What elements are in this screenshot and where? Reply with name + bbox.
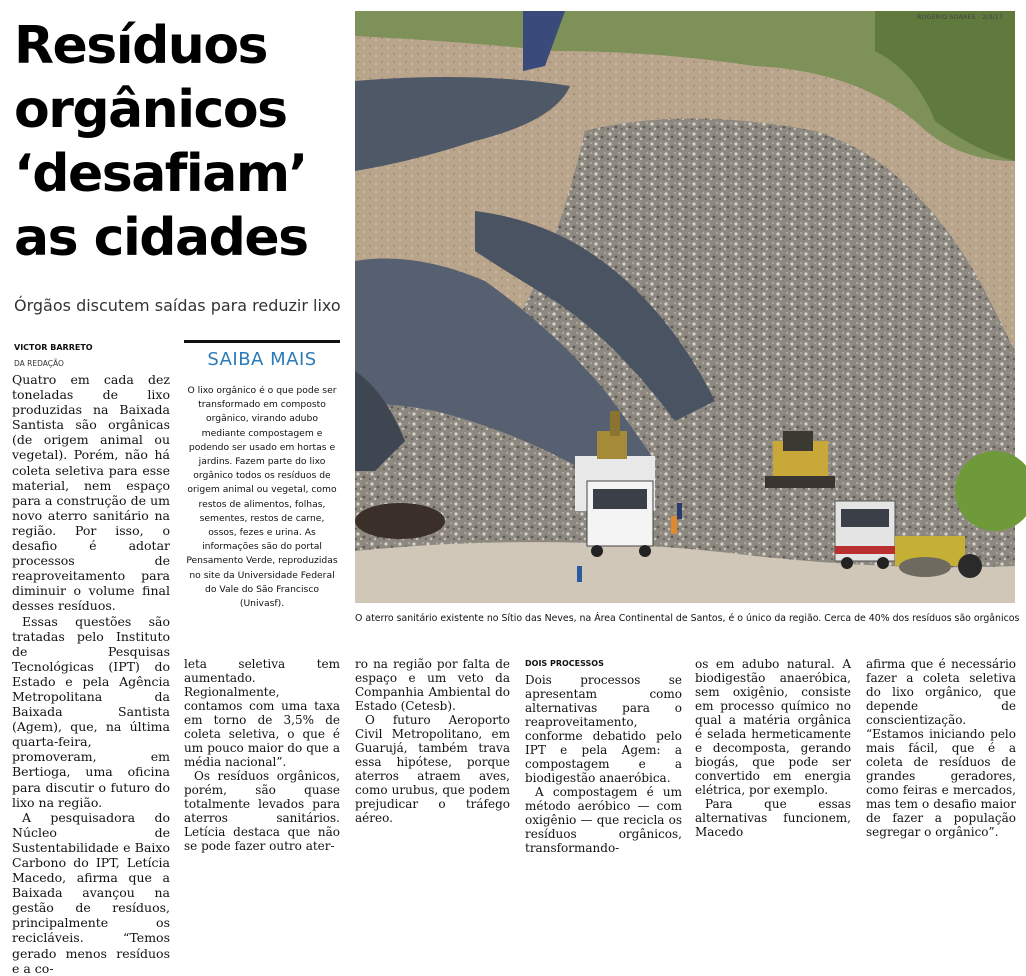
landfill-illustration [355, 11, 1015, 603]
article-column-5 [695, 657, 851, 839]
saiba-mais-box [184, 340, 340, 630]
article-column-6 [866, 657, 1016, 839]
dark-pile [355, 503, 445, 539]
headline-line-4: as cidades [14, 208, 308, 268]
paragraph: Os resíduos orgânicos, porém, são quase totalmente levados para aterros sanitários. Letícia destaca que não se pode fazer outro ater- [184, 769, 340, 853]
garbage-truck [575, 456, 655, 557]
worker [677, 503, 682, 519]
paragraph: afirma que é necessário fazer a coleta seletiva do lixo orgânico, que depende de conscientização. “Estamos iniciando pelo mais fácil, que é a coleta de resíduos de grandes geradores, como feiras e mercados, mas tem o desafio maior de fazer a população segregar o orgânico”. [866, 657, 1016, 839]
article-headline [14, 14, 344, 270]
paragraph: A compostagem é um método aeróbico — com oxigênio — que recicla os resíduos orgânicos, transformando- [525, 785, 682, 855]
headline-line-2: orgânicos [14, 80, 287, 140]
article-column-1 [12, 372, 170, 976]
paragraph: os em adubo natural. A biodigestão anaeróbica, sem oxigênio, consiste em processo químico no qual a matéria orgânica é selada hermeticamente e decomposta, gerando biogás, que pode ser convertido em energia elétrica, por exemplo. [695, 657, 851, 797]
paragraph: O futuro Aeroporto Civil Metropolitano, em Guarujá, também trava essa hipótese, porque aterros atraem aves, como urubus, que podem prejudicar o tráfego aéreo. [355, 713, 510, 825]
article-subtitle: Órgãos discutem saídas para reduzir lixo [14, 296, 341, 315]
headline-line-3: ‘desafiam’ [14, 144, 307, 204]
dump-truck [835, 501, 895, 569]
worker [671, 516, 677, 534]
saiba-mais-text: O lixo orgânico é o que pode ser transformado em composto orgânico, virando adubo mediante compostagem e podendo ser usado em hortas e jardins. Fazem parte do lixo orgânico todos os resíduos de origem animal ou vegetal, como restos de alimentos, folhas, sementes, restos de carne, ossos, fezes e urina. As informações são do portal Pensamento Verde, reproduzidas no site da Universidade Federal do Vale do São Francisco (Univasf). [186, 385, 338, 610]
landfill-photo [355, 11, 1015, 603]
paragraph: Para que essas alternativas funcionem, Macedo [695, 797, 851, 839]
headline-line-1: Resíduos [14, 16, 268, 76]
paragraph: Dois processos se apresentam como alternativas para o reaproveitamento, conforme debatido pelo IPT e pela Agem: a compostagem e a biodigestão anaeróbica. [525, 673, 682, 785]
paragraph: leta seletiva tem aumentado. Regionalmente, contamos com uma taxa em torno de 3,5% de coleta seletiva, o que é um pouco maior do que a média nacional”. [184, 657, 340, 769]
saiba-mais-title: SAIBA MAIS [207, 349, 317, 370]
article-column-2 [184, 657, 340, 853]
article-column-3 [355, 657, 510, 825]
photo-credit: ROGÉRIO SOARES - 2/3/17 [916, 13, 1003, 21]
photo-caption: O aterro sanitário existente no Sítio das Neves, na Área Continental de Santos, é o único da região. Cerca de 40% dos resíduos são orgânicos [355, 613, 1020, 624]
paragraph: A pesquisadora do Núcleo de Sustentabilidade e Baixo Carbono do IPT, Letícia Macedo, afirma que a Baixada avançou na gestão de resíduos, principalmente os recicláveis. “Temos gerado menos resíduos e a co- [12, 809, 170, 976]
paragraph: ro na região por falta de espaço e um veto da Companhia Ambiental do Estado (Cetesb). [355, 657, 510, 713]
article-column-4 [525, 657, 682, 855]
worker [577, 566, 582, 582]
paragraph: Essas questões são tratadas pelo Instituto de Pesquisas Tecnológicas (IPT) do Estado e pela Agência Metropolitana da Baixada Santista (Agem), que, na última quarta-feira, promoveram, em Bertioga, uma oficina para discutir o futuro do lixo na região. [12, 613, 170, 810]
article-desk: DA REDAÇÃO [14, 359, 64, 368]
article-byline: VICTOR BARRETO [14, 343, 93, 352]
section-heading: DOIS PROCESSOS [525, 659, 604, 668]
paragraph: Quatro em cada dez toneladas de lixo produzidas na Baixada Santista são orgânicas (de origem animal ou vegetal). Porém, não há coleta seletiva para esse material, nem espaço para a construção de um novo aterro sanitário na região. Por isso, o desafio é adotar processos de reaproveitamento para diminuir o volume final desses resíduos. [12, 372, 170, 614]
